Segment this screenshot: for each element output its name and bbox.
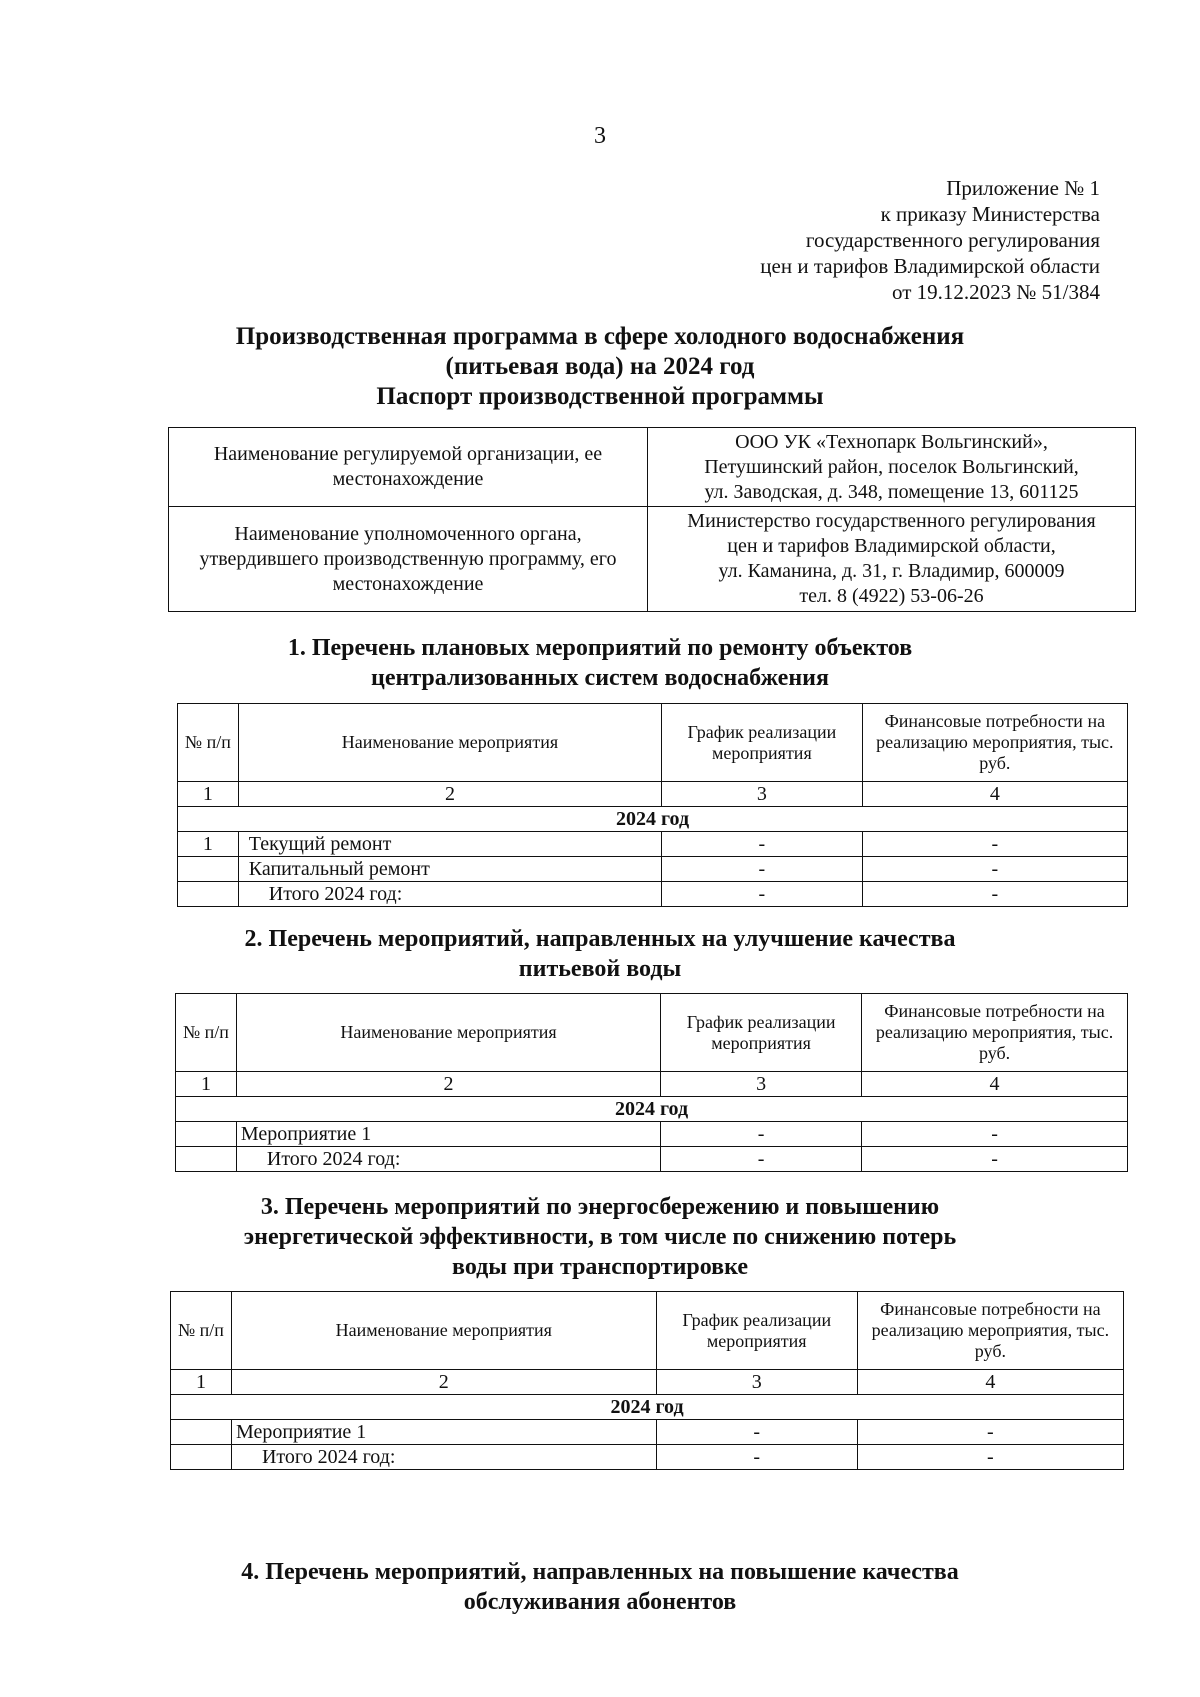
annex-line: к приказу Министерства <box>880 202 1100 226</box>
annex-line: от 19.12.2023 № 51/384 <box>891 280 1100 304</box>
section-4-title <box>200 1557 1000 1617</box>
row-name: Мероприятие 1 <box>236 1122 660 1147</box>
total-label: Итого 2024 год: <box>238 882 661 907</box>
total-finance: - <box>862 882 1127 907</box>
header-name: Наименование мероприятия <box>231 1292 656 1370</box>
year-label: 2024 год <box>178 807 1128 832</box>
section-title-line: питьевой воды <box>518 956 682 982</box>
header-schedule: График реализации мероприятия <box>661 994 862 1072</box>
column-number: 2 <box>231 1370 656 1395</box>
table-header-row <box>178 704 1128 782</box>
column-number: 4 <box>857 1370 1123 1395</box>
row-finance: - <box>862 832 1127 857</box>
header-num: № п/п <box>171 1292 232 1370</box>
section-title-line: 1. Перечень плановых мероприятий по ремонту объектов <box>287 635 913 661</box>
section-3-title <box>200 1192 1000 1282</box>
title-line: Производственная программа в сфере холодного водоснабжения <box>235 323 965 350</box>
column-number-row <box>171 1370 1124 1395</box>
row-num <box>171 1420 232 1445</box>
year-label: 2024 год <box>176 1097 1128 1122</box>
row-schedule: - <box>662 832 863 857</box>
row-schedule: - <box>656 1420 857 1445</box>
title-line: (питьевая вода) на 2024 год <box>445 353 755 380</box>
section-3-table <box>170 1291 1124 1470</box>
passport-value-line: цен и тарифов Владимирской области, <box>727 535 1056 557</box>
passport-value-line: тел. 8 (4922) 53-06-26 <box>799 585 984 607</box>
row-num: 1 <box>178 832 239 857</box>
section-2-title <box>200 924 1000 984</box>
section-1-table <box>177 703 1128 907</box>
header-schedule: График реализации мероприятия <box>656 1292 857 1370</box>
column-number-row <box>176 1072 1128 1097</box>
annex-line: цен и тарифов Владимирской области <box>760 254 1100 278</box>
section-1-title <box>200 633 1000 693</box>
row-schedule: - <box>662 857 863 882</box>
column-number: 1 <box>176 1072 237 1097</box>
row-finance: - <box>862 1122 1128 1147</box>
document-title <box>150 322 1050 412</box>
column-number: 3 <box>656 1370 857 1395</box>
passport-row <box>169 428 1136 507</box>
header-num: № п/п <box>178 704 239 782</box>
page-number: 3 <box>594 123 606 149</box>
column-number: 1 <box>171 1370 232 1395</box>
column-number: 4 <box>862 1072 1128 1097</box>
table-row <box>176 1122 1128 1147</box>
row-num <box>178 857 239 882</box>
section-title-line: централизованных систем водоснабжения <box>371 665 829 691</box>
total-schedule: - <box>656 1445 857 1470</box>
row-name: Текущий ремонт <box>238 832 661 857</box>
annex-block <box>680 175 1100 305</box>
section-title-line: 2. Перечень мероприятий, направленных на улучшение качества <box>244 926 956 952</box>
header-finance: Финансовые потребности на реализацию мероприятия, тыс. руб. <box>862 994 1128 1072</box>
table-header-row <box>171 1292 1124 1370</box>
header-finance: Финансовые потребности на реализацию мероприятия, тыс. руб. <box>857 1292 1123 1370</box>
section-title-line: обслуживания абонентов <box>463 1589 737 1615</box>
column-number-row <box>178 782 1128 807</box>
column-number: 2 <box>238 782 661 807</box>
column-number: 4 <box>862 782 1127 807</box>
passport-row <box>169 507 1136 612</box>
year-row <box>171 1395 1124 1420</box>
section-title-line: воды при транспортировке <box>452 1254 748 1280</box>
header-num: № п/п <box>176 994 237 1072</box>
passport-value-line: ул. Заводская, д. 348, помещение 13, 601125 <box>704 480 1079 503</box>
year-row <box>178 807 1128 832</box>
column-number: 3 <box>661 1072 862 1097</box>
total-finance: - <box>862 1147 1128 1172</box>
row-num <box>176 1147 237 1172</box>
header-name: Наименование мероприятия <box>238 704 661 782</box>
total-row <box>176 1147 1128 1172</box>
column-number: 1 <box>178 782 239 807</box>
header-schedule: График реализации мероприятия <box>662 704 863 782</box>
column-number: 2 <box>236 1072 660 1097</box>
passport-table <box>168 427 1136 612</box>
section-title-line: энергетической эффективности, в том числе по снижению потерь <box>243 1224 957 1250</box>
row-name: Капитальный ремонт <box>238 857 661 882</box>
total-label: Итого 2024 год: <box>236 1147 660 1172</box>
total-schedule: - <box>662 882 863 907</box>
passport-value <box>648 507 1136 612</box>
passport-value-line: ООО УК «Технопарк Вольгинский», <box>735 430 1048 453</box>
column-number: 3 <box>662 782 863 807</box>
passport-label: Наименование регулируемой организации, ее местонахождение <box>169 428 648 507</box>
row-name: Мероприятие 1 <box>231 1420 656 1445</box>
total-row <box>171 1445 1124 1470</box>
table-row <box>171 1420 1124 1445</box>
total-schedule: - <box>661 1147 862 1172</box>
header-name: Наименование мероприятия <box>236 994 660 1072</box>
annex-line: государственного регулирования <box>805 228 1100 252</box>
total-label: Итого 2024 год: <box>231 1445 656 1470</box>
section-2-table <box>175 993 1128 1172</box>
passport-label: Наименование уполномоченного органа, утвердившего производственную программу, его местонахождение <box>169 507 648 612</box>
table-row <box>178 832 1128 857</box>
total-row <box>178 882 1128 907</box>
row-finance: - <box>862 857 1127 882</box>
section-title-line: 4. Перечень мероприятий, направленных на повышение качества <box>241 1559 959 1585</box>
row-schedule: - <box>661 1122 862 1147</box>
table-row <box>178 857 1128 882</box>
row-finance: - <box>857 1420 1123 1445</box>
row-num <box>171 1445 232 1470</box>
section-title-line: 3. Перечень мероприятий по энергосбережению и повышению <box>260 1194 940 1220</box>
row-num <box>176 1122 237 1147</box>
passport-value-line: ул. Каманина, д. 31, г. Владимир, 600009 <box>718 560 1065 582</box>
passport-value-line: Петушинский район, поселок Вольгинский, <box>704 455 1079 478</box>
total-finance: - <box>857 1445 1123 1470</box>
header-finance: Финансовые потребности на реализацию мероприятия, тыс. руб. <box>862 704 1127 782</box>
passport-title: Паспорт производственной программы <box>376 383 824 410</box>
annex-line: Приложение № 1 <box>946 176 1100 200</box>
passport-value <box>648 428 1136 507</box>
year-label: 2024 год <box>171 1395 1124 1420</box>
passport-value-line: Министерство государственного регулирования <box>687 510 1096 532</box>
table-header-row <box>176 994 1128 1072</box>
year-row <box>176 1097 1128 1122</box>
row-num <box>178 882 239 907</box>
